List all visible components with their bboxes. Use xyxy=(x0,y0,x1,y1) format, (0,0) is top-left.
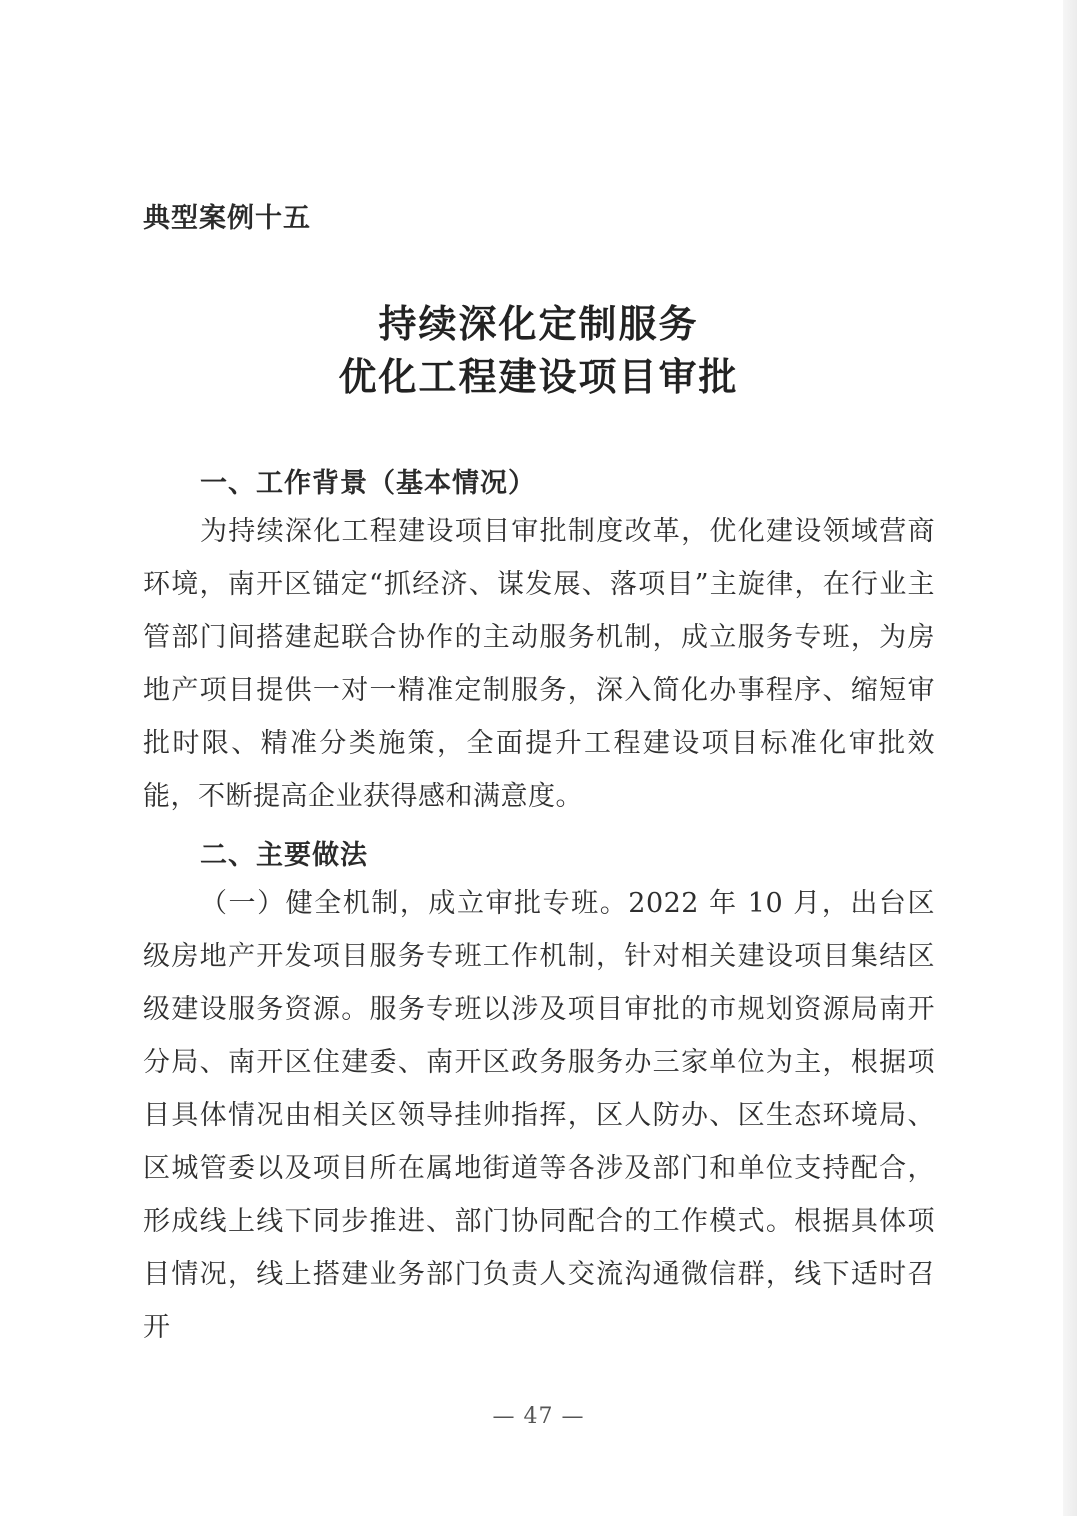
section-heading-main-practices: 二、主要做法 xyxy=(200,840,368,871)
paragraph-main-practices: （一）健全机制，成立审批专班。2022 年 10 月，出台区级房地产开发项目服务专班工作机制，针对相关建设项目集结区级建设服务资源。服务专班以涉及项目审批的市规划资源局南开分局、南开区住建委、南开区政务服务办三家单位为主，根据项目具体情况由相关区领导挂帅指挥，区人防办、区生态环境局、区城管委以及项目所在属地街道等各涉及部门和单位支持配合，形成线上线下同步推进、部门协同配合的工作模式。根据具体项目情况，线上搭建业务部门负责人交流沟通微信群，线下适时召开 xyxy=(143,888,935,1343)
section-heading-background: 一、工作背景（基本情况） xyxy=(200,468,536,499)
page-edge xyxy=(1063,0,1077,1516)
paragraph-background: 为持续深化工程建设项目审批制度改革，优化建设领域营商环境，南开区锚定“抓经济、谋发展、落项目”主旋律，在行业主管部门间搭建起联合协作的主动服务机制，成立服务专班，为房地产项目提供一对一精准定制服务，深入简化办事程序、缩短审批时限、精准分类施策，全面提升工程建设项目标准化审批效能，不断提高企业获得感和满意度。 xyxy=(143,516,935,812)
document-title-line2: 优化工程建设项目审批 xyxy=(338,354,739,399)
document-title-line1: 持续深化定制服务 xyxy=(378,301,699,346)
case-label: 典型案例十五 xyxy=(143,203,311,234)
page-number: — 47 — xyxy=(492,1404,585,1429)
